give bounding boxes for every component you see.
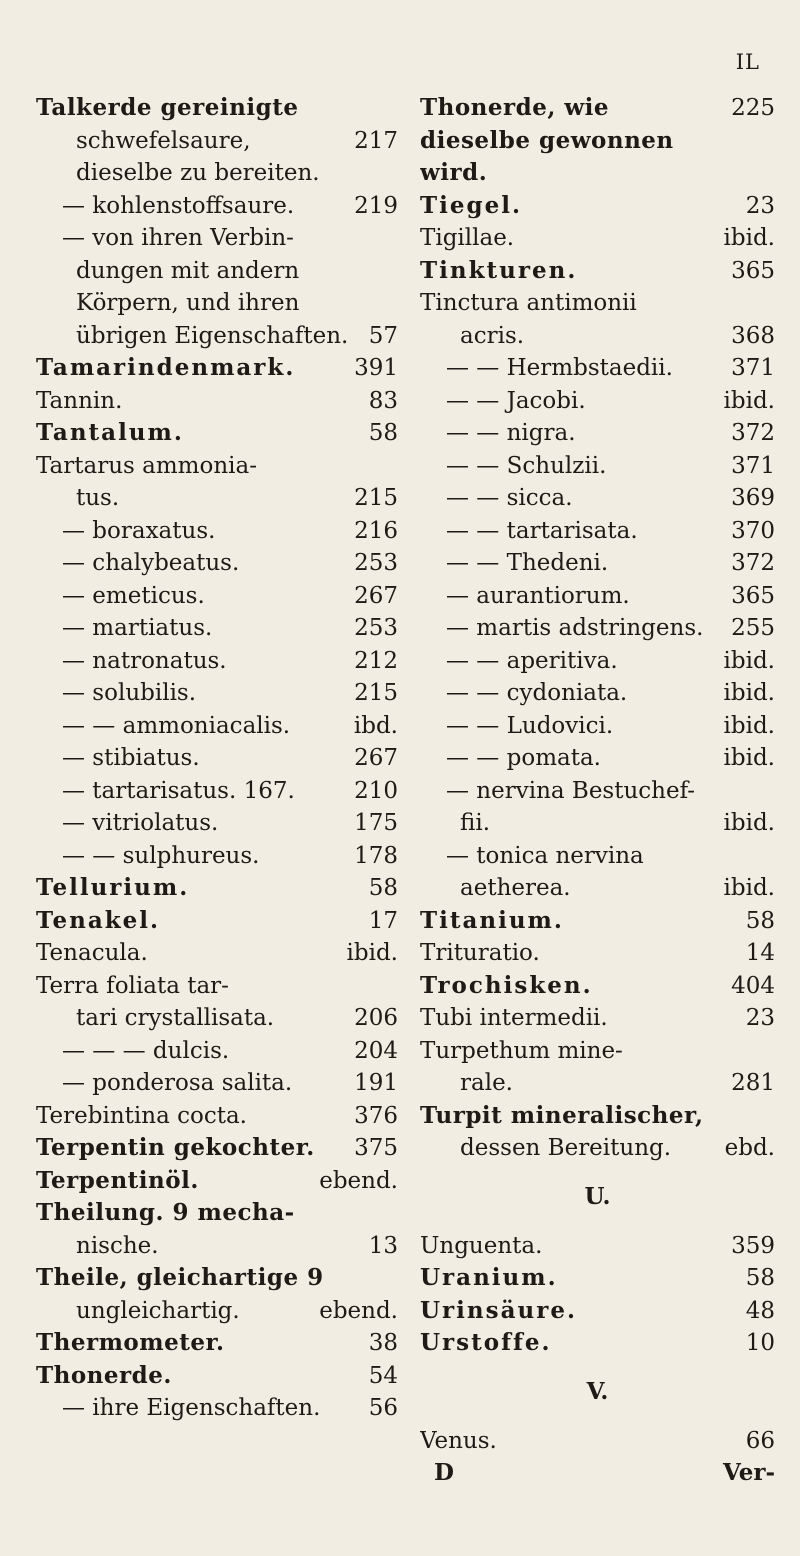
signature-mark: D <box>434 1459 454 1486</box>
index-term: Urinsäure. <box>420 1296 577 1324</box>
index-term: Tannin. <box>36 387 123 414</box>
index-entry <box>36 1100 398 1133</box>
page-reference: ebd. <box>724 1135 775 1161</box>
index-term: — — ammoniacalis. <box>62 712 291 739</box>
index-term: — — sicca. <box>446 485 573 511</box>
index-term: — nervina Bestuchef- <box>446 777 696 804</box>
index-term: acris. <box>460 322 525 349</box>
index-term: Terpentinöl. <box>36 1166 199 1194</box>
index-entry <box>420 255 775 288</box>
index-term: Tiegel. <box>420 191 522 219</box>
index-term: Thermometer. <box>36 1329 225 1356</box>
index-entry <box>420 1262 775 1295</box>
index-term: Trochisken. <box>420 971 593 999</box>
page-reference: 369 <box>731 485 775 511</box>
index-entry <box>420 1295 775 1328</box>
page-reference: 359 <box>731 1232 775 1259</box>
index-term: — — cydoniata. <box>446 680 628 706</box>
index-entry <box>420 1067 775 1100</box>
index-entry <box>36 125 398 190</box>
page-reference: 255 <box>731 615 775 641</box>
page-reference: ebend. <box>319 1167 398 1194</box>
section-letter-heading: V. <box>586 1377 609 1405</box>
index-entry <box>36 1327 398 1360</box>
index-term: Tellurium. <box>36 874 190 901</box>
page-reference: 404 <box>731 972 775 999</box>
page-reference: 66 <box>745 1427 775 1454</box>
index-entry <box>420 937 775 970</box>
index-term: Trituratio. <box>420 940 540 966</box>
index-entry <box>420 840 775 873</box>
index-term: Theilung. 9 mecha- <box>36 1199 295 1226</box>
index-entry <box>36 807 398 840</box>
index-entry <box>36 1295 398 1328</box>
page-reference: ibid. <box>723 745 775 771</box>
index-entry <box>420 742 775 775</box>
index-entry <box>420 775 775 808</box>
page-reference: 281 <box>731 1070 775 1096</box>
index-entry <box>420 645 775 678</box>
index-entry <box>420 580 775 613</box>
index-entry <box>36 190 398 223</box>
index-entry <box>420 1327 775 1360</box>
index-entry <box>36 1165 398 1198</box>
index-term: rale. <box>460 1070 513 1096</box>
index-term: Tigillae. <box>420 225 515 251</box>
index-entry <box>420 417 775 450</box>
index-term: fii. <box>460 810 491 836</box>
index-term: Tinctura antimonii <box>420 290 637 316</box>
index-entry <box>420 1002 775 1035</box>
page-reference: 54 <box>368 1362 398 1389</box>
index-entry <box>36 222 398 255</box>
page-reference: 370 <box>731 517 775 544</box>
index-entry <box>36 645 398 678</box>
page-reference: 13 <box>368 1232 398 1259</box>
index-term: Körpern, und ihren <box>76 290 300 316</box>
index-entry <box>36 1197 398 1230</box>
page-reference: 371 <box>731 452 775 479</box>
index-term: Tenacula. <box>36 940 148 966</box>
page-reference: 365 <box>731 257 775 284</box>
page-reference: 375 <box>354 1135 398 1161</box>
page-reference: 38 <box>368 1330 398 1356</box>
index-term: ungleichartig. <box>76 1297 240 1324</box>
index-entry <box>420 482 775 515</box>
index-entry <box>36 1262 398 1295</box>
index-entry <box>420 547 775 580</box>
index-entry <box>36 417 398 450</box>
index-entry <box>420 1100 775 1133</box>
page-reference: 267 <box>354 582 398 609</box>
page-reference: 216 <box>354 517 398 544</box>
page-reference: 368 <box>731 322 775 349</box>
index-entry <box>36 677 398 710</box>
page-reference: ibid. <box>723 647 775 674</box>
index-entry <box>36 1067 398 1100</box>
index-entry <box>420 905 775 938</box>
page-reference: 175 <box>354 810 398 836</box>
index-term: Turpit mineralischer, <box>420 1101 704 1129</box>
index-entry <box>36 840 398 873</box>
index-term: — tonica nervina <box>446 842 644 869</box>
index-term: — natronatus. <box>62 647 227 674</box>
index-entry <box>36 872 398 905</box>
page-reference: 215 <box>354 485 398 511</box>
index-entry <box>36 710 398 743</box>
page-reference: 391 <box>354 355 398 381</box>
page-reference: 191 <box>354 1070 398 1096</box>
page-reference: 17 <box>368 907 398 934</box>
page-reference: 365 <box>731 582 775 609</box>
page-reference: 10 <box>745 1330 775 1356</box>
index-entry <box>36 255 398 288</box>
index-term: Terpentin gekochter. <box>36 1134 315 1161</box>
index-entry <box>36 450 398 483</box>
index-entry <box>36 352 398 385</box>
index-entry <box>36 482 398 515</box>
page-reference: 48 <box>745 1297 775 1324</box>
page-reference: 253 <box>354 550 398 576</box>
index-term: Urstoffe. <box>420 1329 552 1356</box>
index-entry <box>420 710 775 743</box>
index-entry <box>36 905 398 938</box>
index-term: — boraxatus. <box>62 517 216 544</box>
index-term: Venus. <box>420 1427 497 1454</box>
index-entry <box>36 92 398 125</box>
index-term: Tubi intermedii. <box>420 1005 608 1031</box>
index-term: — — Schulzii. <box>446 452 607 479</box>
page-reference: 23 <box>745 1005 775 1031</box>
index-term: — stibiatus. <box>62 745 200 771</box>
index-term: — von ihren Verbin- <box>62 225 294 251</box>
page-reference: 57 <box>368 322 398 349</box>
page-reference: 372 <box>731 420 775 446</box>
index-term: — ponderosa salita. <box>62 1070 293 1096</box>
index-entry <box>36 1035 398 1068</box>
page-reference: 56 <box>368 1395 398 1421</box>
page-reference: ibid. <box>723 680 775 706</box>
index-term: Tantalum. <box>36 419 184 446</box>
index-term: Tamarindenmark. <box>36 354 296 381</box>
page-reference: ibid. <box>723 387 775 414</box>
index-entry <box>420 1132 775 1165</box>
index-entry <box>420 970 775 1003</box>
index-entry <box>36 385 398 418</box>
page-reference: 83 <box>368 387 398 414</box>
index-term: schwefelsaure, dieselbe zu bereiten. <box>76 127 320 186</box>
index-term: Tinkturen. <box>420 256 578 284</box>
index-entry <box>420 222 775 255</box>
index-term: Tenakel. <box>36 906 161 934</box>
index-entry <box>36 1132 398 1165</box>
index-entry <box>420 287 775 320</box>
index-entry <box>420 320 775 353</box>
index-entry <box>420 1425 775 1458</box>
index-term: — — Hermbstaedii. <box>446 355 673 381</box>
page-reference: 219 <box>354 192 398 219</box>
page-reference: 376 <box>354 1102 398 1129</box>
index-entry <box>36 1360 398 1393</box>
index-term: — chalybeatus. <box>62 550 240 576</box>
index-entry <box>36 970 398 1003</box>
index-entry <box>420 450 775 483</box>
page-reference: ibid. <box>723 810 775 836</box>
index-term: — vitriolatus. <box>62 810 219 836</box>
page-reference: 212 <box>354 647 398 674</box>
index-term: — aurantiorum. <box>446 582 630 609</box>
page-reference: 204 <box>354 1037 398 1064</box>
index-term: Thonerde, wie dieselbe gewonnen wird. <box>420 94 674 186</box>
page-reference: 210 <box>354 777 398 804</box>
page-reference: 215 <box>354 680 398 706</box>
index-term: übrigen Eigenschaften. <box>76 322 349 349</box>
page-reference: 206 <box>354 1005 398 1031</box>
page-reference: 58 <box>745 1265 775 1291</box>
left-column <box>36 92 398 1425</box>
page-reference: ibid. <box>346 940 398 966</box>
right-column <box>420 92 775 1490</box>
index-entry <box>420 872 775 905</box>
index-term: — — nigra. <box>446 420 576 446</box>
index-entry <box>36 320 398 353</box>
index-term: — — — dulcis. <box>62 1037 230 1064</box>
page-reference: 372 <box>731 550 775 576</box>
index-term: tus. <box>76 485 120 511</box>
page-reference: ibid. <box>723 712 775 739</box>
index-entry <box>36 937 398 970</box>
index-term: — — aperitiva. <box>446 647 618 674</box>
index-term: — — pomata. <box>446 745 601 771</box>
index-entry <box>420 1230 775 1263</box>
index-term: — martis adstringens. <box>446 615 704 641</box>
index-term: Turpethum mine- <box>420 1037 623 1064</box>
index-entry <box>420 385 775 418</box>
page-reference: 58 <box>368 420 398 446</box>
index-term: Terebintina cocta. <box>36 1102 247 1129</box>
index-term: — ihre Eigenschaften. <box>62 1395 321 1421</box>
index-term: — emeticus. <box>62 582 205 609</box>
index-term: — — sulphureus. <box>62 842 260 869</box>
page-reference: ibid. <box>723 225 775 251</box>
catchword: Ver- <box>722 1459 775 1486</box>
index-entry <box>36 1392 398 1425</box>
index-term: — tartarisatus. 167. <box>62 777 295 804</box>
page-number: IL <box>735 50 760 74</box>
index-term: dessen Bereitung. <box>460 1135 672 1161</box>
page-reference: 58 <box>745 907 775 934</box>
index-term: Tartarus ammonia- <box>36 452 257 479</box>
index-term: — solubilis. <box>62 680 197 706</box>
index-entry <box>36 515 398 548</box>
index-term: — — Thedeni. <box>446 550 609 576</box>
index-term: Titanium. <box>420 906 564 934</box>
index-term: — — tartarisata. <box>446 517 638 544</box>
index-entry <box>36 1002 398 1035</box>
index-entry <box>420 515 775 548</box>
index-term: dungen mit andern <box>76 257 300 284</box>
page-reference: 14 <box>745 940 775 966</box>
index-term: Talkerde gereinigte <box>36 94 299 121</box>
page-reference: ibid. <box>723 875 775 901</box>
index-entry <box>420 1035 775 1068</box>
page-reference: 225 <box>731 95 775 121</box>
page-reference: 58 <box>368 875 398 901</box>
page-reference: ebend. <box>319 1297 398 1324</box>
index-entry <box>36 287 398 320</box>
page-reference: 217 <box>354 127 398 154</box>
index-term: nische. <box>76 1232 159 1259</box>
page-reference: 267 <box>354 745 398 771</box>
index-term: — — Jacobi. <box>446 387 586 414</box>
index-term: aetherea. <box>460 875 571 901</box>
index-term: tari crystallisata. <box>76 1005 275 1031</box>
index-term: — martiatus. <box>62 615 213 641</box>
index-entry <box>420 677 775 710</box>
index-entry <box>36 547 398 580</box>
index-term: Terra foliata tar- <box>36 972 229 999</box>
page-reference: 178 <box>354 842 398 869</box>
index-entry <box>36 612 398 645</box>
index-term: Unguenta. <box>420 1232 543 1259</box>
index-entry <box>420 807 775 840</box>
page-reference: ibd. <box>353 712 398 739</box>
page-footer <box>420 1457 775 1490</box>
page-reference: 23 <box>745 192 775 219</box>
index-term: — kohlenstoffsaure. <box>62 192 295 219</box>
index-entry <box>420 612 775 645</box>
index-entry <box>420 92 775 190</box>
page-reference: 371 <box>731 355 775 381</box>
index-entry <box>36 742 398 775</box>
index-entry <box>420 190 775 223</box>
section-letter-heading: U. <box>584 1182 611 1210</box>
index-term: Thonerde. <box>36 1361 172 1389</box>
index-term: — — Ludovici. <box>446 712 614 739</box>
index-entry <box>36 775 398 808</box>
index-entry <box>420 352 775 385</box>
index-entry <box>36 580 398 613</box>
index-term: Uranium. <box>420 1264 558 1291</box>
page-reference: 253 <box>354 615 398 641</box>
index-entry <box>36 1230 398 1263</box>
index-term: Theile, gleichartige 9 <box>36 1264 324 1291</box>
